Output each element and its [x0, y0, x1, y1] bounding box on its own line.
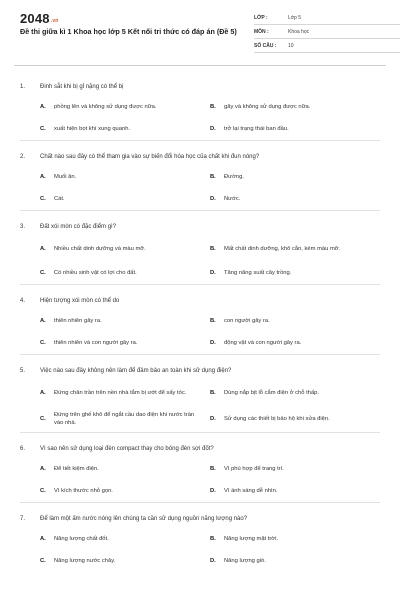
question-text: Vì sao nên sử dụng loại đèn compact thay cho bóng đèn sợi đốt?: [40, 446, 214, 452]
question-text: Chất nào sau đây có thể tham gia vào sự biến đổi hóa học của chất khi đun nóng?: [40, 154, 260, 160]
meta-value: Khoa học: [288, 29, 310, 35]
option-text: xuất hiện bọt khí xung quanh.: [54, 125, 131, 132]
question-item: [20, 512, 380, 572]
question-item: [20, 150, 380, 211]
option-d[interactable]: [210, 550, 380, 572]
option-letter: D.: [210, 488, 216, 494]
option-b[interactable]: [210, 310, 380, 332]
option-letter: B.: [210, 390, 216, 396]
option-letter: D.: [210, 340, 216, 346]
option-text: trở lại trạng thái ban đầu.: [224, 125, 289, 132]
option-letter: B.: [210, 318, 216, 324]
option-text: Đứng chân trần trên nền nhà tắm bị ướt để sấy tóc.: [54, 389, 187, 396]
option-letter: A.: [40, 318, 46, 324]
option-letter: C.: [40, 196, 46, 202]
option-a[interactable]: [40, 458, 210, 480]
option-letter: B.: [210, 174, 216, 180]
question-item: [20, 364, 380, 433]
option-letter: B.: [210, 466, 216, 472]
option-letter: A.: [40, 246, 46, 252]
option-text: Năng lượng gió.: [224, 557, 266, 564]
question-list: [14, 66, 386, 572]
option-text: thiên nhiên gây ra.: [54, 317, 102, 324]
option-letter: C.: [40, 126, 46, 132]
option-text: Vì kích thước nhỏ gọn.: [54, 487, 113, 494]
option-d[interactable]: [210, 188, 380, 210]
option-text: con người gây ra.: [224, 317, 270, 324]
option-text: Sử dụng các thiết bị bảo hộ khi sửa điện.: [224, 415, 330, 422]
option-text: Năng lượng mặt trời.: [224, 535, 279, 542]
option-c[interactable]: [40, 262, 210, 284]
option-text: Có nhiều sinh vật có lợi cho đất.: [54, 269, 137, 276]
option-text: gãy và không sử dụng được nữa.: [224, 103, 311, 110]
option-text: Dùng nắp bịt lỗ cắm điện ở chỗ thấp.: [224, 389, 320, 396]
meta-label: LỚP :: [254, 15, 268, 21]
option-text: Năng lượng nước chảy.: [54, 557, 116, 564]
option-letter: C.: [40, 270, 46, 276]
option-text: Muối ăn.: [54, 173, 77, 180]
option-c[interactable]: [40, 188, 210, 210]
option-letter: B.: [210, 536, 216, 542]
logo-suffix: .vn: [50, 18, 59, 24]
page-header: [14, 0, 386, 66]
question-item: [20, 442, 380, 503]
option-letter: A.: [40, 104, 46, 110]
option-text: Mất chất dinh dưỡng, khô cằn, kém màu mỡ.: [224, 245, 341, 252]
question-text: Hiện tượng xói mòn có thể do: [40, 298, 120, 304]
option-letter: D.: [210, 416, 216, 422]
option-text: Đường.: [224, 173, 244, 180]
option-a[interactable]: [40, 380, 210, 406]
question-number: 6.: [20, 446, 26, 452]
option-letter: C.: [40, 488, 46, 494]
option-text: Vì phù hợp để trang trí.: [224, 465, 284, 472]
option-d[interactable]: [210, 118, 380, 140]
option-letter: D.: [210, 270, 216, 276]
option-letter: C.: [40, 416, 46, 422]
option-text: Vì ánh sáng dễ nhìn.: [224, 487, 278, 494]
option-c[interactable]: [40, 118, 210, 140]
option-letter: C.: [40, 340, 46, 346]
option-d[interactable]: [210, 262, 380, 284]
option-letter: B.: [210, 246, 216, 252]
option-text: Năng lượng chất đốt.: [54, 535, 109, 542]
question-number: 4.: [20, 298, 26, 304]
option-text: thiên nhiên và con người gây ra.: [54, 339, 138, 346]
option-b[interactable]: [210, 166, 380, 188]
site-logo[interactable]: [20, 11, 59, 26]
question-text: Việc nào sau đây không nên làm để đảm bảo an toàn khi sử dụng điện?: [40, 368, 232, 374]
option-text: phồng lên và không sử dụng được nữa.: [54, 103, 157, 110]
option-text: động vật và con người gây ra.: [224, 339, 302, 346]
option-letter: A.: [40, 174, 46, 180]
option-letter: A.: [40, 536, 46, 542]
page-title: Đề thi giữa kì 1 Khoa học lớp 5 Kết nối tri thức có đáp án (Đề 5): [20, 27, 237, 36]
option-letter: C.: [40, 558, 46, 564]
option-letter: D.: [210, 126, 216, 132]
option-text: Nhiều chất dinh dưỡng và màu mỡ.: [54, 245, 146, 252]
meta-row-class: [254, 12, 400, 25]
question-number: 1.: [20, 84, 26, 90]
meta-value: 10: [288, 43, 294, 49]
option-text: Cát.: [54, 195, 65, 202]
meta-panel: [254, 12, 400, 54]
question-number: 3.: [20, 224, 26, 230]
option-b[interactable]: [210, 458, 380, 480]
option-text: Nước.: [224, 195, 241, 202]
option-b[interactable]: [210, 96, 380, 118]
meta-row-subject: [254, 26, 400, 39]
option-c[interactable]: [40, 406, 210, 432]
option-a[interactable]: [40, 96, 210, 118]
meta-label: MÔN :: [254, 29, 269, 35]
option-c[interactable]: [40, 332, 210, 354]
option-letter: D.: [210, 558, 216, 564]
option-b[interactable]: [210, 380, 380, 406]
option-b[interactable]: [210, 528, 380, 550]
meta-value: Lớp 5: [288, 15, 302, 21]
question-number: 5.: [20, 368, 26, 374]
option-letter: D.: [210, 196, 216, 202]
question-item: [20, 294, 380, 355]
option-a[interactable]: [40, 236, 210, 262]
option-b[interactable]: [210, 236, 380, 262]
option-c[interactable]: [40, 550, 210, 572]
question-text: Đất xói mòn có đặc điểm gì?: [40, 224, 117, 230]
option-letter: A.: [40, 390, 46, 396]
option-c[interactable]: [40, 480, 210, 502]
option-text: Để tiết kiệm điện.: [54, 465, 99, 472]
question-item: [20, 80, 380, 141]
meta-label: SỐ CÂU :: [254, 43, 277, 49]
question-number: 2.: [20, 154, 26, 160]
logo-text: 2048: [20, 11, 50, 26]
option-d[interactable]: [210, 406, 380, 432]
option-a[interactable]: [40, 310, 210, 332]
option-letter: A.: [40, 466, 46, 472]
option-text: Đứng trên ghế khô để ngắt cầu dao điện khi nước tràn vào nhà.: [54, 411, 195, 426]
option-letter: B.: [210, 104, 216, 110]
option-text: Tăng năng suất cây trồng.: [224, 269, 292, 276]
meta-row-count: [254, 40, 400, 53]
question-text: Đinh sắt khi bị gỉ nặng có thể bị: [40, 84, 124, 90]
option-d[interactable]: [210, 332, 380, 354]
option-a[interactable]: [40, 528, 210, 550]
option-a[interactable]: [40, 166, 210, 188]
question-item: [20, 220, 380, 285]
question-text: Để làm một ấm nước nóng lên chúng ta cần sử dụng nguồn năng lượng nào?: [40, 516, 248, 522]
question-number: 7.: [20, 516, 26, 522]
option-d[interactable]: [210, 480, 380, 502]
